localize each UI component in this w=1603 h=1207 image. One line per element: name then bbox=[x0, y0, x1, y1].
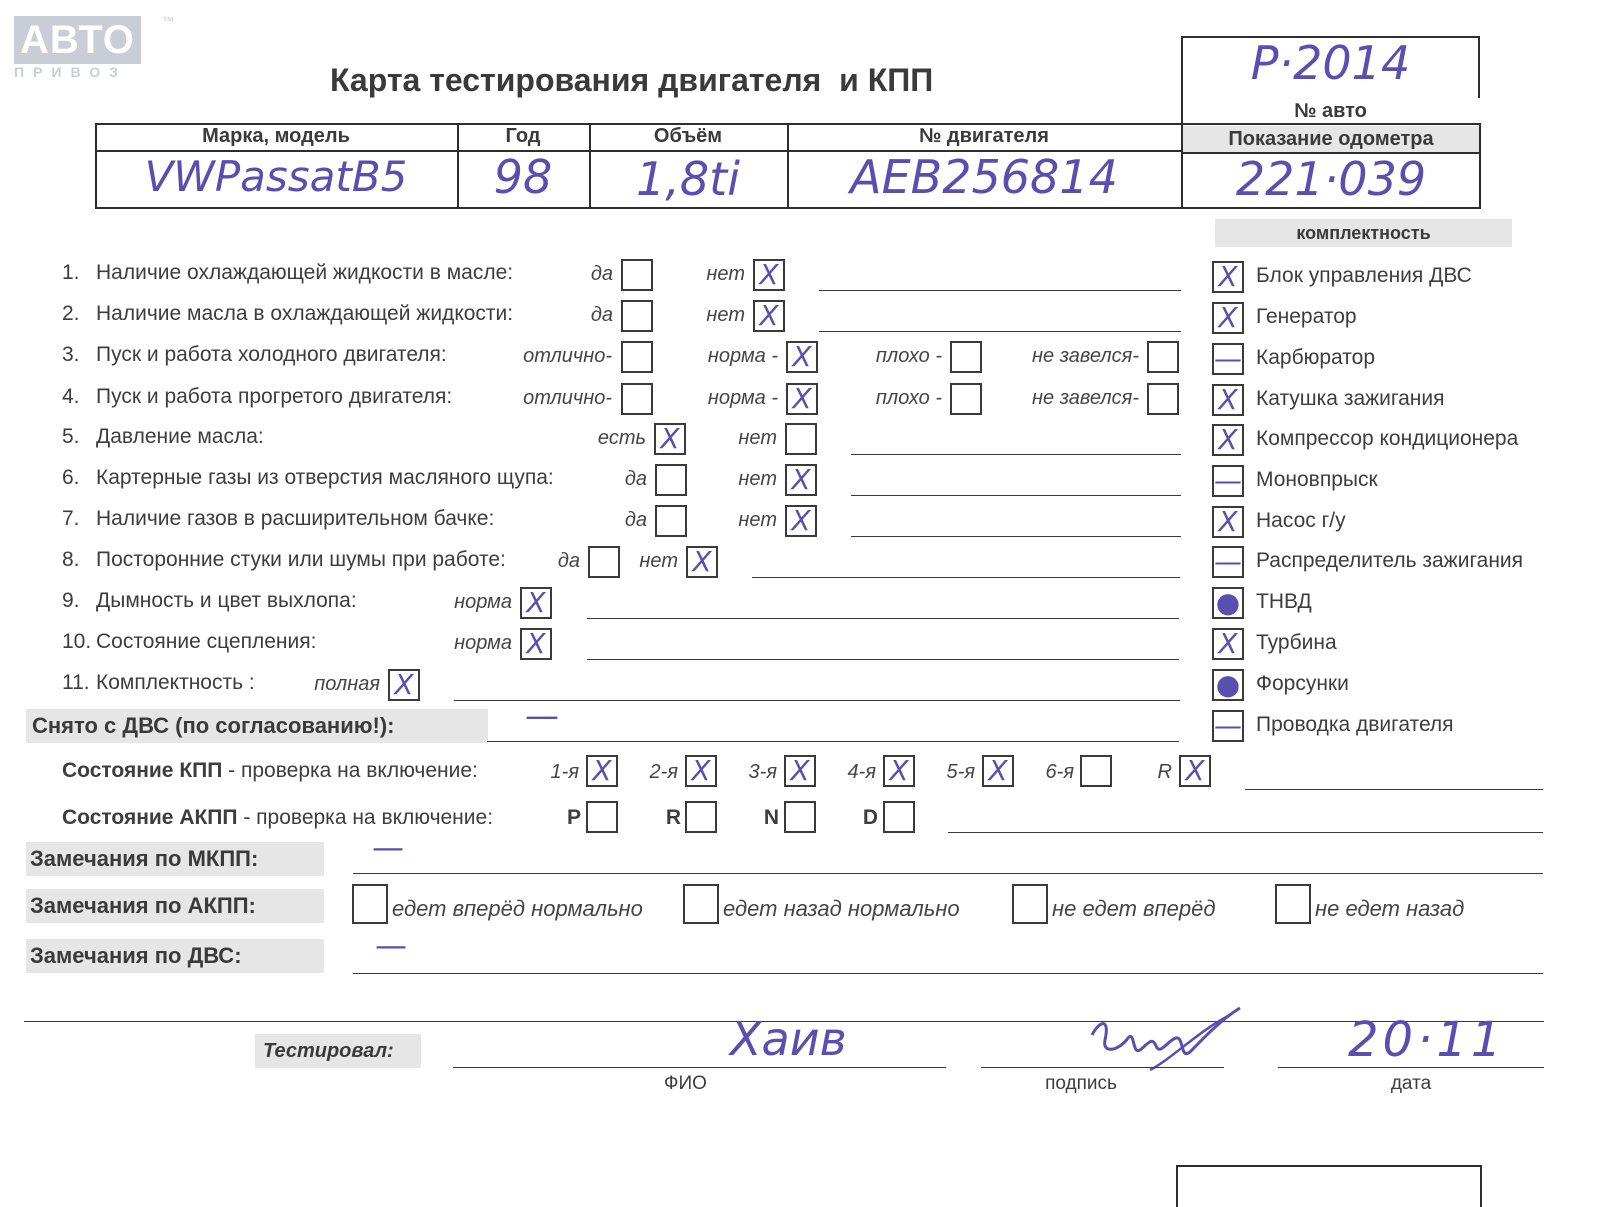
remarks-mkpp-line bbox=[353, 873, 1543, 874]
kpp-gear-1-label: 1-я bbox=[550, 761, 579, 783]
logo bbox=[14, 14, 174, 86]
check-row-10-option-1-checkbox-mark: X bbox=[526, 627, 546, 660]
check-row-1-option-1-checkbox[interactable] bbox=[621, 259, 653, 291]
kit-item-6-checkbox[interactable] bbox=[1212, 465, 1244, 497]
logo-text: АВТО bbox=[14, 16, 141, 64]
remarks-dvs-label: Замечания по ДВС: bbox=[26, 939, 324, 973]
year-value: 98 bbox=[493, 150, 553, 204]
removed-line bbox=[487, 741, 1179, 742]
check-row-4-option-1-checkbox[interactable] bbox=[621, 383, 653, 415]
check-row-9-option-1-label: норма bbox=[454, 591, 512, 613]
kit-item-9-checkbox-mark: ● bbox=[1215, 586, 1241, 619]
kpp-label-bold: Состояние КПП bbox=[62, 759, 223, 782]
kit-item-5-checkbox-mark: X bbox=[1218, 423, 1238, 456]
akpp-remark-4-label: не едет назад bbox=[1315, 896, 1465, 921]
check-row-8-option-1-label: да bbox=[557, 550, 580, 572]
logo-tm: ™ bbox=[162, 14, 174, 28]
kpp-gear-3-checkbox-mark: X bbox=[790, 754, 810, 787]
kpp-gear-5-label: 5-я bbox=[946, 761, 975, 783]
check-row-4-num: 4. bbox=[62, 385, 80, 408]
akpp-remark-2-label: едет назад нормально bbox=[723, 896, 960, 921]
odometer-value: 221·039 bbox=[1235, 152, 1427, 206]
check-row-5-num: 5. bbox=[62, 425, 80, 448]
akpp-remark-3-checkbox[interactable] bbox=[1012, 884, 1048, 924]
check-row-6-notes-line bbox=[851, 495, 1181, 496]
date-line bbox=[1278, 1067, 1544, 1068]
kit-item-12-checkbox-mark: — bbox=[1214, 709, 1242, 742]
kit-item-7-checkbox-mark: X bbox=[1218, 505, 1238, 538]
kit-item-9-label: ТНВД bbox=[1256, 590, 1312, 613]
check-row-3-option-3-checkbox[interactable] bbox=[950, 341, 982, 373]
bottom-box-edge bbox=[1176, 1165, 1482, 1207]
kpp-gear-1-checkbox-mark: X bbox=[592, 754, 612, 787]
check-row-9-label: Дымность и цвет выхлопа: bbox=[96, 589, 357, 612]
check-row-10-notes-line bbox=[587, 659, 1179, 660]
kpp-line bbox=[1245, 789, 1543, 790]
check-row-5-option-1-label: есть bbox=[597, 427, 646, 449]
kpp-gear-4-checkbox-mark: X bbox=[889, 754, 909, 787]
akpp-mode-1-checkbox[interactable] bbox=[586, 801, 618, 833]
kit-item-5-checkbox[interactable] bbox=[1212, 424, 1244, 456]
check-row-3-option-1-label: отлично- bbox=[523, 345, 612, 367]
fio-value: Хаив bbox=[730, 1012, 847, 1066]
check-row-3-option-2-label: норма - bbox=[707, 345, 778, 367]
akpp-label bbox=[62, 806, 493, 830]
check-row-11-notes-line bbox=[454, 700, 1180, 701]
kit-item-7-checkbox[interactable] bbox=[1212, 506, 1244, 538]
check-row-2-num: 2. bbox=[62, 302, 80, 325]
kit-item-3-checkbox[interactable] bbox=[1212, 343, 1244, 375]
check-row-9-notes-line bbox=[587, 618, 1179, 619]
tested-label: Тестировал: bbox=[255, 1034, 421, 1068]
check-row-4-option-4-label: не завелся- bbox=[1032, 387, 1139, 409]
date-caption: дата bbox=[1390, 1073, 1432, 1094]
model-header: Марка, модель bbox=[202, 125, 350, 147]
akpp-mode-4-label: D bbox=[862, 806, 878, 829]
check-row-9-option-1-checkbox-mark: X bbox=[526, 586, 546, 619]
auto-number-value: Р·2014 bbox=[1250, 36, 1411, 90]
akpp-mode-1-label: P bbox=[566, 806, 581, 829]
signature-caption: подпись bbox=[1045, 1073, 1117, 1094]
kpp-gear-2-checkbox[interactable] bbox=[685, 755, 717, 787]
kpp-gear-6-label: 6-я bbox=[1045, 761, 1074, 783]
akpp-remark-4-checkbox[interactable] bbox=[1275, 884, 1311, 924]
check-row-8-option-2-checkbox[interactable] bbox=[686, 546, 718, 578]
kit-item-1-checkbox[interactable] bbox=[1212, 261, 1244, 293]
check-row-3-num: 3. bbox=[62, 343, 80, 366]
check-row-2-notes-line bbox=[819, 331, 1181, 332]
check-row-8-option-2-checkbox-mark: X bbox=[692, 545, 712, 578]
remarks-dvs-line bbox=[353, 973, 1543, 974]
check-row-11-option-1-label: полная bbox=[314, 673, 380, 695]
check-row-4-option-3-checkbox[interactable] bbox=[950, 383, 982, 415]
check-row-3-option-2-checkbox-mark: X bbox=[792, 340, 812, 373]
odometer-header: Показание одометра bbox=[1228, 128, 1434, 150]
check-row-6-option-1-label: да bbox=[624, 468, 647, 490]
akpp-label-bold: Состояние АКПП bbox=[62, 806, 238, 829]
check-row-3-option-1-checkbox[interactable] bbox=[621, 341, 653, 373]
akpp-mode-4-checkbox[interactable] bbox=[883, 801, 915, 833]
check-row-7-option-1-label: да bbox=[624, 509, 647, 531]
kpp-gear-2-label: 2-я bbox=[649, 761, 678, 783]
check-row-8-notes-line bbox=[752, 577, 1180, 578]
kit-item-4-checkbox-mark: X bbox=[1218, 383, 1238, 416]
kit-item-8-checkbox-mark: — bbox=[1214, 545, 1242, 578]
check-row-11-option-1-checkbox[interactable] bbox=[388, 669, 420, 701]
volume-header: Объём bbox=[653, 125, 723, 147]
check-row-6-option-2-checkbox[interactable] bbox=[785, 464, 817, 496]
check-row-6-label: Картерные газы из отверстия масляного щупа: bbox=[96, 466, 554, 489]
kpp-label-rest: - проверка на включение: bbox=[222, 759, 478, 782]
check-row-9-option-1-checkbox[interactable] bbox=[520, 587, 552, 619]
check-row-4-option-2-checkbox-mark: X bbox=[792, 382, 812, 415]
check-row-7-option-2-checkbox[interactable] bbox=[785, 505, 817, 537]
kpp-gear-3-checkbox[interactable] bbox=[784, 755, 816, 787]
check-row-6-num: 6. bbox=[62, 466, 80, 489]
removed-value: — bbox=[525, 696, 559, 736]
check-row-4-option-2-label: норма - bbox=[707, 387, 778, 409]
kit-item-3-checkbox-mark: — bbox=[1214, 342, 1242, 375]
check-row-6-option-1-checkbox[interactable] bbox=[655, 464, 687, 496]
check-row-10-option-1-checkbox[interactable] bbox=[520, 628, 552, 660]
check-row-8-option-1-checkbox[interactable] bbox=[588, 546, 620, 578]
kpp-gear-4-label: 4-я bbox=[847, 761, 876, 783]
check-row-6-option-2-checkbox-mark: X bbox=[791, 463, 811, 496]
check-row-7-notes-line bbox=[851, 536, 1181, 537]
check-row-3-option-4-checkbox[interactable] bbox=[1147, 341, 1179, 373]
check-row-4-label: Пуск и работа прогретого двигателя: bbox=[96, 385, 453, 408]
kit-item-9-checkbox[interactable] bbox=[1212, 587, 1244, 619]
kit-item-10-label: Турбина bbox=[1256, 631, 1337, 654]
check-row-1-label: Наличие охлаждающей жидкости в масле: bbox=[96, 261, 514, 284]
check-row-8-num: 8. bbox=[62, 548, 80, 571]
check-row-3-label: Пуск и работа холодного двигателя: bbox=[96, 343, 447, 366]
check-row-1-option-1-label: да bbox=[590, 263, 613, 285]
kit-item-3-label: Карбюратор bbox=[1256, 346, 1376, 369]
kit-item-7-label: Насос г/у bbox=[1256, 509, 1346, 532]
kit-item-2-label: Генератор bbox=[1256, 305, 1357, 328]
date-value: 20·11 bbox=[1348, 1012, 1506, 1068]
akpp-remark-2-checkbox[interactable] bbox=[683, 884, 719, 924]
check-row-1-num: 1. bbox=[62, 261, 80, 284]
check-row-5-option-2-checkbox[interactable] bbox=[785, 423, 817, 455]
check-row-3-option-2-checkbox[interactable] bbox=[786, 341, 818, 373]
page-title: Карта тестирования двигателя и КПП bbox=[330, 62, 934, 98]
akpp-line bbox=[948, 832, 1543, 833]
kit-item-2-checkbox-mark: X bbox=[1218, 301, 1238, 334]
check-row-7-label: Наличие газов в расширительном бачке: bbox=[96, 507, 495, 530]
kpp-gear-5-checkbox-mark: X bbox=[988, 754, 1008, 787]
check-row-5-label: Давление масла: bbox=[96, 425, 264, 448]
akpp-mode-2-label: R bbox=[665, 806, 681, 829]
akpp-mode-3-checkbox[interactable] bbox=[784, 801, 816, 833]
kpp-label bbox=[62, 759, 478, 783]
engine-header: № двигателя bbox=[919, 125, 1049, 147]
akpp-mode-3-label: N bbox=[763, 806, 779, 829]
akpp-remark-1-label: едет вперёд нормально bbox=[392, 896, 643, 921]
auto-number-label: № авто bbox=[1294, 100, 1367, 122]
check-row-1-option-2-label: нет bbox=[706, 263, 745, 285]
kit-item-12-label: Проводка двигателя bbox=[1256, 713, 1454, 736]
logo-sub: ПРИВОЗ bbox=[14, 64, 127, 80]
check-row-10-option-1-label: норма bbox=[454, 632, 512, 654]
check-row-11-num: 11. bbox=[62, 671, 90, 694]
check-row-1-option-2-checkbox-mark: X bbox=[759, 258, 779, 291]
check-row-2-option-2-label: нет bbox=[706, 304, 745, 326]
check-row-7-option-2-checkbox-mark: X bbox=[791, 504, 811, 537]
kit-item-11-checkbox[interactable] bbox=[1212, 669, 1244, 701]
engine-value: AEB256814 bbox=[850, 150, 1118, 204]
remarks-mkpp-value: — bbox=[372, 828, 404, 866]
check-row-11-label: Комплектность : bbox=[96, 671, 255, 694]
check-row-4-option-1-label: отлично- bbox=[523, 387, 612, 409]
kpp-gear-1-checkbox[interactable] bbox=[586, 755, 618, 787]
check-row-5-option-1-checkbox-mark: X bbox=[660, 422, 680, 455]
kit-item-12-checkbox[interactable] bbox=[1212, 710, 1244, 742]
check-row-8-option-2-label: нет bbox=[639, 550, 678, 572]
kit-item-6-checkbox-mark: — bbox=[1214, 464, 1242, 497]
kit-item-11-checkbox-mark: ● bbox=[1215, 668, 1241, 701]
check-row-2-option-1-label: да bbox=[590, 304, 613, 326]
fio-line bbox=[453, 1067, 946, 1068]
akpp-label-rest: - проверка на включение: bbox=[237, 806, 494, 829]
check-row-3-option-3-label: плохо - bbox=[875, 345, 942, 367]
check-row-2-option-1-checkbox[interactable] bbox=[621, 300, 653, 332]
akpp-remark-1-checkbox[interactable] bbox=[352, 884, 388, 924]
akpp-mode-2-checkbox[interactable] bbox=[685, 801, 717, 833]
check-row-10-num: 10. bbox=[62, 630, 92, 653]
kit-item-8-checkbox[interactable] bbox=[1212, 546, 1244, 578]
check-row-8-label: Посторонние стуки или шумы при работе: bbox=[96, 548, 506, 571]
kit-item-8-label: Распределитель зажигания bbox=[1256, 549, 1524, 572]
kit-item-10-checkbox[interactable] bbox=[1212, 628, 1244, 660]
removed-label: Снято с ДВС (по согласованию!): bbox=[26, 709, 488, 743]
check-row-2-option-2-checkbox-mark: X bbox=[759, 299, 779, 332]
remarks-dvs-value: — bbox=[375, 926, 407, 964]
check-row-4-option-2-checkbox[interactable] bbox=[786, 383, 818, 415]
kit-item-11-label: Форсунки bbox=[1256, 672, 1349, 695]
remarks-akpp-label: Замечания по АКПП: bbox=[26, 889, 324, 923]
check-row-5-option-1-checkbox[interactable] bbox=[654, 423, 686, 455]
kpp-gear-7-checkbox[interactable] bbox=[1179, 755, 1211, 787]
kit-item-2-checkbox[interactable] bbox=[1212, 302, 1244, 334]
kpp-gear-7-checkbox-mark: X bbox=[1185, 754, 1205, 787]
kpp-gear-6-checkbox[interactable] bbox=[1080, 755, 1112, 787]
remarks-mkpp-label: Замечания по МКПП: bbox=[26, 842, 324, 876]
check-row-5-option-2-label: нет bbox=[738, 427, 777, 449]
kit-item-1-checkbox-mark: X bbox=[1218, 260, 1238, 293]
check-row-7-num: 7. bbox=[62, 507, 80, 530]
check-row-2-option-2-checkbox[interactable] bbox=[753, 300, 785, 332]
signature-line bbox=[981, 1067, 1224, 1068]
fio-caption: ФИО bbox=[664, 1073, 707, 1094]
kpp-gear-4-checkbox[interactable] bbox=[883, 755, 915, 787]
kit-item-4-checkbox[interactable] bbox=[1212, 384, 1244, 416]
kit-title: комплектность bbox=[1215, 219, 1512, 247]
kpp-gear-3-label: 3-я bbox=[748, 761, 777, 783]
check-row-10-label: Состояние сцепления: bbox=[96, 630, 317, 653]
check-row-9-num: 9. bbox=[62, 589, 80, 612]
kpp-gear-5-checkbox[interactable] bbox=[982, 755, 1014, 787]
kit-item-4-label: Катушка зажигания bbox=[1256, 387, 1445, 410]
kpp-gear-7-label: R bbox=[1157, 761, 1172, 783]
check-row-1-notes-line bbox=[819, 290, 1181, 291]
year-header: Год bbox=[505, 125, 541, 147]
check-row-2-label: Наличие масла в охлаждающей жидкости: bbox=[96, 302, 514, 325]
kpp-gear-2-checkbox-mark: X bbox=[691, 754, 711, 787]
check-row-11-option-1-checkbox-mark: X bbox=[394, 668, 414, 701]
kit-item-5-label: Компрессор кондиционера bbox=[1256, 427, 1519, 450]
check-row-7-option-2-label: нет bbox=[738, 509, 777, 531]
check-row-4-option-3-label: плохо - bbox=[875, 387, 942, 409]
model-value: VWPassatB5 bbox=[144, 152, 408, 201]
kit-item-10-checkbox-mark: X bbox=[1218, 627, 1238, 660]
check-row-3-option-4-label: не завелся- bbox=[1032, 345, 1139, 367]
check-row-7-option-1-checkbox[interactable] bbox=[655, 505, 687, 537]
check-row-4-option-4-checkbox[interactable] bbox=[1147, 383, 1179, 415]
akpp-remark-3-label: не едет вперёд bbox=[1052, 896, 1216, 921]
check-row-5-notes-line bbox=[851, 454, 1181, 455]
volume-value: 1,8ti bbox=[636, 152, 740, 206]
check-row-6-option-2-label: нет bbox=[738, 468, 777, 490]
kit-item-1-label: Блок управления ДВС bbox=[1256, 264, 1472, 287]
kit-item-6-label: Моновпрыск bbox=[1256, 468, 1378, 491]
check-row-1-option-2-checkbox[interactable] bbox=[753, 259, 785, 291]
